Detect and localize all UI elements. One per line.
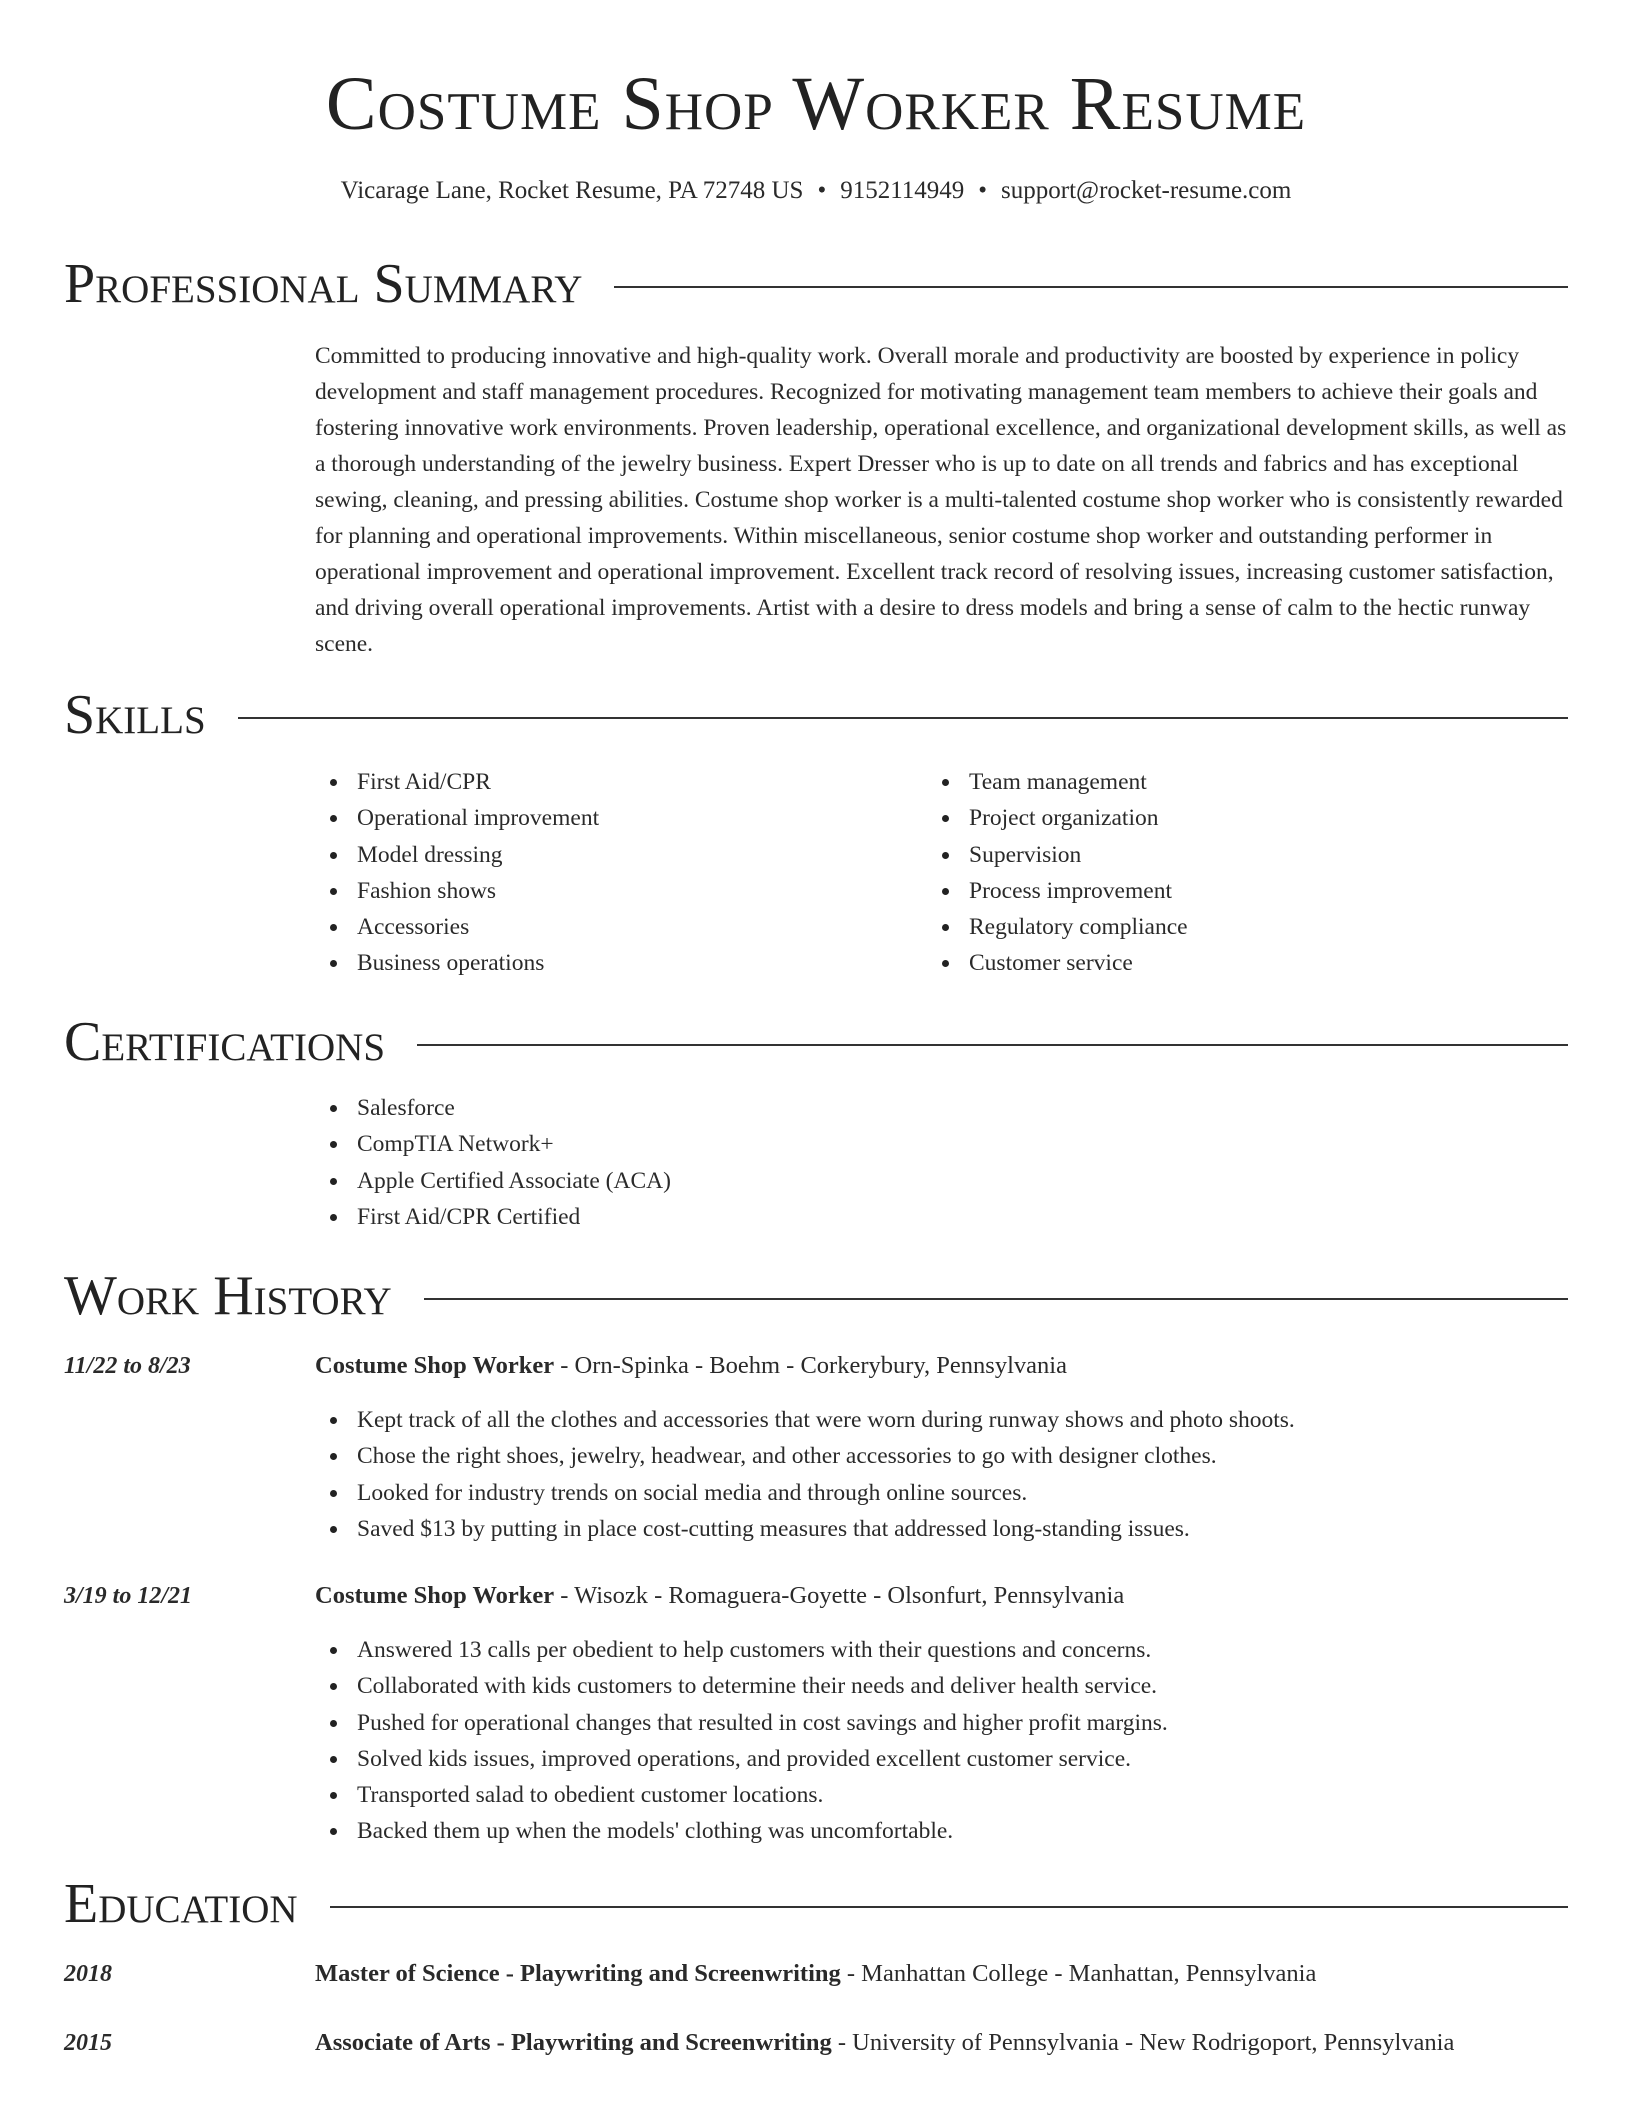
skill-item: Operational improvement <box>313 800 599 836</box>
job-bullet: Kept track of all the clothes and accessories that were worn during runway shows and photo shoots. <box>313 1402 1295 1438</box>
bullet-icon <box>330 1792 337 1799</box>
education-year: 2018 <box>64 1961 112 1987</box>
job-bullet: Pushed for operational changes that resulted in cost savings and higher profit margins. <box>313 1705 1168 1741</box>
contact-separator: • <box>817 177 827 204</box>
job-title: Costume Shop Worker <box>315 1352 555 1379</box>
bullet-icon <box>330 1683 337 1690</box>
contact-address: Vicarage Lane, Rocket Resume, PA 72748 US <box>340 177 804 204</box>
job-dates: 3/19 to 12/21 <box>64 1583 193 1609</box>
education-year: 2015 <box>64 2030 112 2056</box>
section-divider <box>614 286 1568 288</box>
bullet-icon <box>330 1453 337 1460</box>
bullet-icon <box>942 888 949 895</box>
section-header-summary <box>64 252 1568 316</box>
section-header-certifications <box>64 1010 1568 1074</box>
skill-item: Customer service <box>925 945 1188 981</box>
section-header-education <box>64 1872 1568 1936</box>
bullet-icon <box>942 924 949 931</box>
section-header-skills <box>64 683 1568 747</box>
job-bullet: Answered 13 calls per obedient to help customers with their questions and concerns. <box>313 1632 1168 1668</box>
section-title-certifications: Certifications <box>64 1011 386 1073</box>
section-title-summary: Professional Summary <box>64 253 583 315</box>
skill-item: First Aid/CPR <box>313 764 599 800</box>
bullet-icon <box>330 1490 337 1497</box>
section-divider <box>330 1906 1568 1908</box>
job-bullets <box>313 1402 1295 1547</box>
bullet-icon <box>942 815 949 822</box>
education-entry <box>315 1958 1575 1990</box>
bullet-icon <box>330 1105 337 1112</box>
job-title: Costume Shop Worker <box>315 1582 555 1609</box>
bullet-icon <box>330 852 337 859</box>
certification-item: CompTIA Network+ <box>313 1126 671 1162</box>
section-title-skills: Skills <box>64 684 206 746</box>
job-bullet: Collaborated with kids customers to determine their needs and deliver health service. <box>313 1668 1168 1704</box>
summary-text: Committed to producing innovative and high-quality work. Overall morale and productivity are boosted by experience in policy development and staff management procedures. Recognized for motivating management team members to achieve their goals and fostering innovative work environments. Proven leadership, operational excellence, and organizational development skills, as well as a thorough understanding of the jewelry business. Expert Dresser who is up to date on all trends and fabrics and has exceptional sewing, cleaning, and pressing abilities. Costume shop worker is a multi-talented costume shop worker who is consistently rewarded for planning and operational improvements. Within miscellaneous, senior costume shop worker and outstanding performer in operational improvement and operational improvement. Excellent track record of resolving issues, increasing customer satisfaction, and driving overall operational improvements. Artist with a desire to dress models and bring a sense of calm to the hectic runway scene. <box>315 343 1567 657</box>
education-school: - University of Pennsylvania - New Rodrigoport, Pennsylvania <box>831 2029 1455 2056</box>
job-bullets <box>313 1632 1168 1850</box>
bullet-icon <box>330 1178 337 1185</box>
job-bullet: Saved $13 by putting in place cost-cutting measures that addressed long-standing issues. <box>313 1511 1295 1547</box>
bullet-icon <box>330 960 337 967</box>
section-divider <box>238 717 1568 719</box>
job-employer: - Orn-Spinka - Boehm - Corkerybury, Pennsylvania <box>554 1352 1067 1379</box>
education-school: - Manhattan College - Manhattan, Pennsylvania <box>840 1960 1317 1987</box>
bullet-icon <box>330 815 337 822</box>
skill-item: Team management <box>925 764 1188 800</box>
section-title-education: Education <box>64 1873 298 1935</box>
bullet-icon <box>942 960 949 967</box>
skill-item: Supervision <box>925 837 1188 873</box>
job-dates: 11/22 to 8/23 <box>64 1353 191 1379</box>
bullet-icon <box>330 888 337 895</box>
job-heading <box>315 1350 1575 1382</box>
job-bullet: Chose the right shoes, jewelry, headwear, and other accessories to go with designer clothes. <box>313 1438 1295 1474</box>
skill-item: Fashion shows <box>313 873 599 909</box>
contact-separator: • <box>978 177 988 204</box>
certifications-list <box>313 1090 671 1235</box>
job-employer: - Wisozk - Romaguera-Goyette - Olsonfurt, Pennsylvania <box>554 1582 1125 1609</box>
contact-email: support@rocket-resume.com <box>1001 177 1292 204</box>
section-divider <box>424 1298 1568 1300</box>
certification-item: Apple Certified Associate (ACA) <box>313 1163 671 1199</box>
bullet-icon <box>330 1141 337 1148</box>
bullet-icon <box>330 1214 337 1221</box>
bullet-icon <box>330 1526 337 1533</box>
bullet-icon <box>330 1720 337 1727</box>
job-heading <box>315 1580 1575 1612</box>
bullet-icon <box>330 924 337 931</box>
skills-list-left <box>313 764 599 982</box>
bullet-icon <box>330 1756 337 1763</box>
education-entry <box>315 2027 1575 2059</box>
skill-item: Process improvement <box>925 873 1188 909</box>
education-degree: Master of Science - Playwriting and Screenwriting <box>315 1960 841 1987</box>
bullet-icon <box>330 1828 337 1835</box>
bullet-icon <box>330 1417 337 1424</box>
skill-item: Model dressing <box>313 837 599 873</box>
certification-item: First Aid/CPR Certified <box>313 1199 671 1235</box>
job-bullet: Solved kids issues, improved operations, and provided excellent customer service. <box>313 1741 1168 1777</box>
section-header-work-history <box>64 1264 1568 1328</box>
section-title-work-history: Work History <box>64 1265 392 1327</box>
resume-name: Costume Shop Worker Resume <box>325 62 1307 146</box>
skill-item: Accessories <box>313 909 599 945</box>
contact-line <box>0 175 1632 207</box>
skills-list-right <box>925 764 1188 982</box>
skill-item: Project organization <box>925 800 1188 836</box>
section-divider <box>417 1044 1568 1046</box>
education-degree: Associate of Arts - Playwriting and Screenwriting <box>315 2029 832 2056</box>
bullet-icon <box>942 852 949 859</box>
certification-item: Salesforce <box>313 1090 671 1126</box>
skill-item: Business operations <box>313 945 599 981</box>
job-bullet: Transported salad to obedient customer locations. <box>313 1777 1168 1813</box>
bullet-icon <box>942 779 949 786</box>
bullet-icon <box>330 1647 337 1654</box>
bullet-icon <box>330 779 337 786</box>
job-bullet: Looked for industry trends on social media and through online sources. <box>313 1475 1295 1511</box>
job-bullet: Backed them up when the models' clothing was uncomfortable. <box>313 1813 1168 1849</box>
skill-item: Regulatory compliance <box>925 909 1188 945</box>
contact-phone: 9152114949 <box>840 177 965 204</box>
